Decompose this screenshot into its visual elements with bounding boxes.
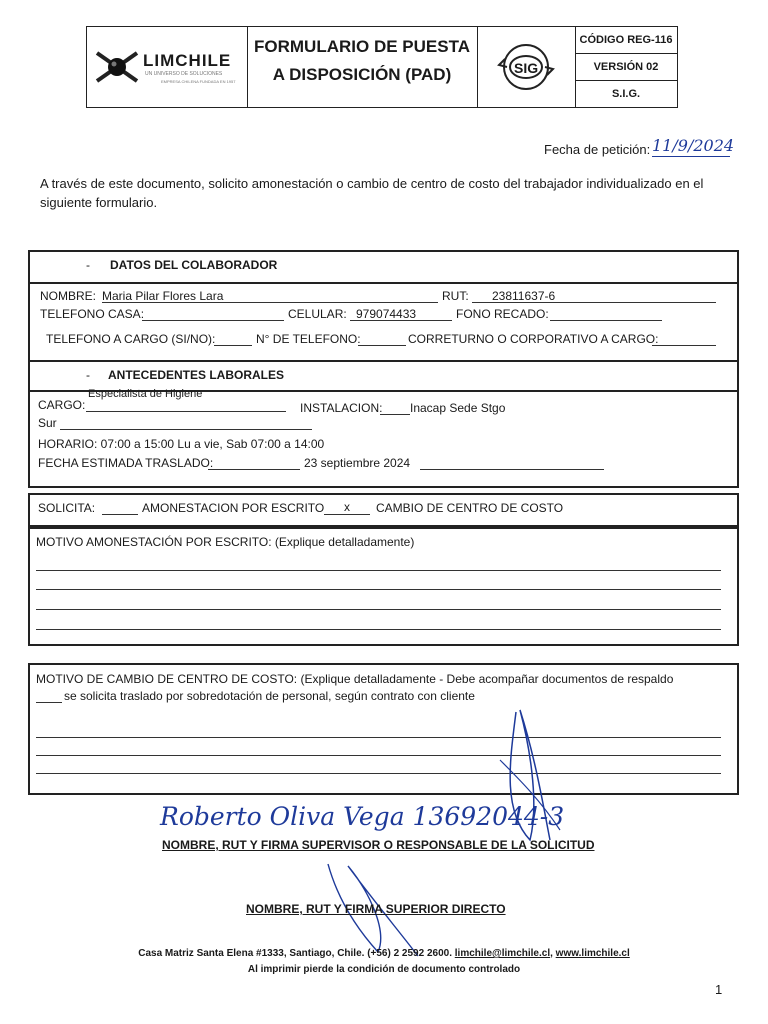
installation-underline: [380, 414, 410, 415]
fono-recado-underline: [550, 320, 662, 321]
phone-charge-underline: [214, 345, 252, 346]
installation-label: INSTALACION:: [300, 401, 383, 415]
transfer-underline-a: [208, 469, 300, 470]
installation-cont: Sur: [38, 416, 57, 430]
name-value: Maria Pilar Flores Lara: [102, 289, 224, 303]
form-title-line2: A DISPOSICIÓN (PAD): [272, 65, 452, 84]
date-underline: [652, 156, 730, 157]
reprimand-line: [36, 589, 721, 590]
footer-email-link[interactable]: limchile@limchile.cl: [454, 948, 551, 959]
supervisor-signature-label: NOMBRE, RUT Y FIRMA SUPERVISOR O RESPONSABLE DE LA SOLICITUD: [162, 838, 595, 852]
doc-code: CÓDIGO REG-116: [575, 27, 677, 54]
request-label: SOLICITA:: [38, 501, 96, 515]
section-dash: -: [86, 368, 90, 382]
rut-underline: [472, 302, 716, 303]
option2-mark: x: [344, 500, 350, 514]
cell-underline: [350, 320, 452, 321]
request-date-year: 2024: [693, 136, 735, 155]
work-section-title: ANTECEDENTES LABORALES: [108, 368, 285, 382]
request-date-value: 11/9/2024: [652, 136, 735, 155]
work-section-body: [28, 390, 739, 488]
option1-blank: [102, 514, 138, 515]
sig-cell: [477, 27, 576, 107]
page-number: 1: [715, 982, 723, 997]
name-underline: [102, 302, 438, 303]
option2-label: CAMBIO DE CENTRO DE COSTO: [376, 501, 564, 515]
cost-change-title: MOTIVO DE CAMBIO DE CENTRO DE COSTO: (Explique detalladamente - Debe acompañar documentos de respaldo: [36, 672, 674, 686]
request-date-day: 11: [652, 136, 673, 155]
cost-change-reason: se solicita traslado por sobredotación de personal, según contrato con cliente: [64, 689, 475, 703]
cargo-label: CARGO:: [38, 398, 86, 412]
rut-value: 23811637-6: [492, 289, 556, 303]
transfer-label: FECHA ESTIMADA TRASLADO:: [38, 456, 214, 470]
phone-number-label: N° DE TELEFONO:: [256, 332, 361, 346]
collaborator-section-header: [28, 250, 739, 284]
cost-change-line: [36, 737, 721, 738]
cell-value: 979074433: [356, 307, 417, 321]
cost-change-box: [28, 663, 739, 795]
footer-address-text: Casa Matriz Santa Elena #1333, Santiago, Chile. (+56) 2 2592 2600.: [138, 948, 452, 959]
limchile-logo-icon: [95, 47, 139, 87]
phone-charge-label: TELEFONO A CARGO (SI/NO):: [46, 332, 216, 346]
document-header: [86, 26, 678, 108]
reprimand-line: [36, 609, 721, 610]
doc-version: VERSIÓN 02: [575, 54, 677, 81]
installation-cont-underline: [60, 429, 312, 430]
reprimand-line: [36, 570, 721, 571]
logo-sub: EMPRESA CHILENA FUNDADA EN 1957: [161, 79, 236, 84]
home-phone-underline: [142, 320, 284, 321]
request-date-label: Fecha de petición:: [544, 142, 651, 157]
name-label: NOMBRE:: [40, 289, 97, 303]
logo-cell: [87, 27, 248, 107]
reprimand-title: MOTIVO AMONESTACIÓN POR ESCRITO: (Explique detalladamente): [36, 535, 415, 549]
footer-separator: ,: [550, 948, 553, 959]
cargo-underline: [86, 411, 286, 412]
doc-system: S.I.G.: [611, 88, 641, 100]
form-title-line1: FORMULARIO DE PUESTA: [254, 37, 470, 56]
footer-note: Al imprimir pierde la condición de documento controlado: [247, 964, 521, 975]
reprimand-box: [28, 527, 739, 646]
fono-recado-label: FONO RECADO:: [456, 307, 549, 321]
footer-web-link[interactable]: www.limchile.cl: [555, 948, 630, 959]
code-cell: [575, 27, 677, 107]
logo-tagline: UN UNIVERSO DE SOLUCIONES: [145, 71, 223, 77]
logo-text: LIMCHILE: [143, 51, 232, 70]
reprimand-line: [36, 629, 721, 630]
rut-label: RUT:: [442, 289, 469, 303]
cost-change-blank: [36, 702, 62, 703]
supervisor-handwritten: Roberto Oliva Vega 13692044-3: [160, 802, 565, 831]
cell-label: CELULAR:: [288, 307, 347, 321]
collaborator-section-title: DATOS DEL COLABORADOR: [110, 258, 278, 272]
transfer-underline-b: [420, 469, 604, 470]
title-cell: [247, 27, 478, 107]
schedule: HORARIO: 07:00 a 15:00 Lu a vie, Sab 07:00 a 14:00: [38, 437, 325, 451]
corporate-underline: [652, 345, 716, 346]
phone-number-underline: [358, 345, 406, 346]
footer-address: [0, 948, 768, 959]
superior-signature-label: NOMBRE, RUT Y FIRMA SUPERIOR DIRECTO: [246, 902, 506, 916]
installation-value: Inacap Sede Stgo: [410, 401, 506, 415]
transfer-value: 23 septiembre 2024: [304, 456, 411, 470]
home-phone-label: TELEFONO CASA:: [40, 307, 145, 321]
option2-blank: [324, 514, 370, 515]
cargo-value: Especialista de Higiene: [88, 388, 203, 400]
sig-label: SIG: [514, 60, 539, 76]
section-dash: -: [86, 258, 90, 272]
request-date-month: 9: [677, 136, 688, 155]
cost-change-line: [36, 755, 721, 756]
cost-change-line: [36, 773, 721, 774]
collaborator-section-body: [28, 280, 739, 362]
option1-label: AMONESTACION POR ESCRITO: [142, 501, 325, 515]
corporate-label: CORRETURNO O CORPORATIVO A CARGO:: [408, 332, 659, 346]
intro-text: A través de este documento, solicito amonestación o cambio de centro de costo del trabajador individualizado en el siguiente formulario.: [40, 176, 704, 210]
request-box: [28, 493, 739, 527]
